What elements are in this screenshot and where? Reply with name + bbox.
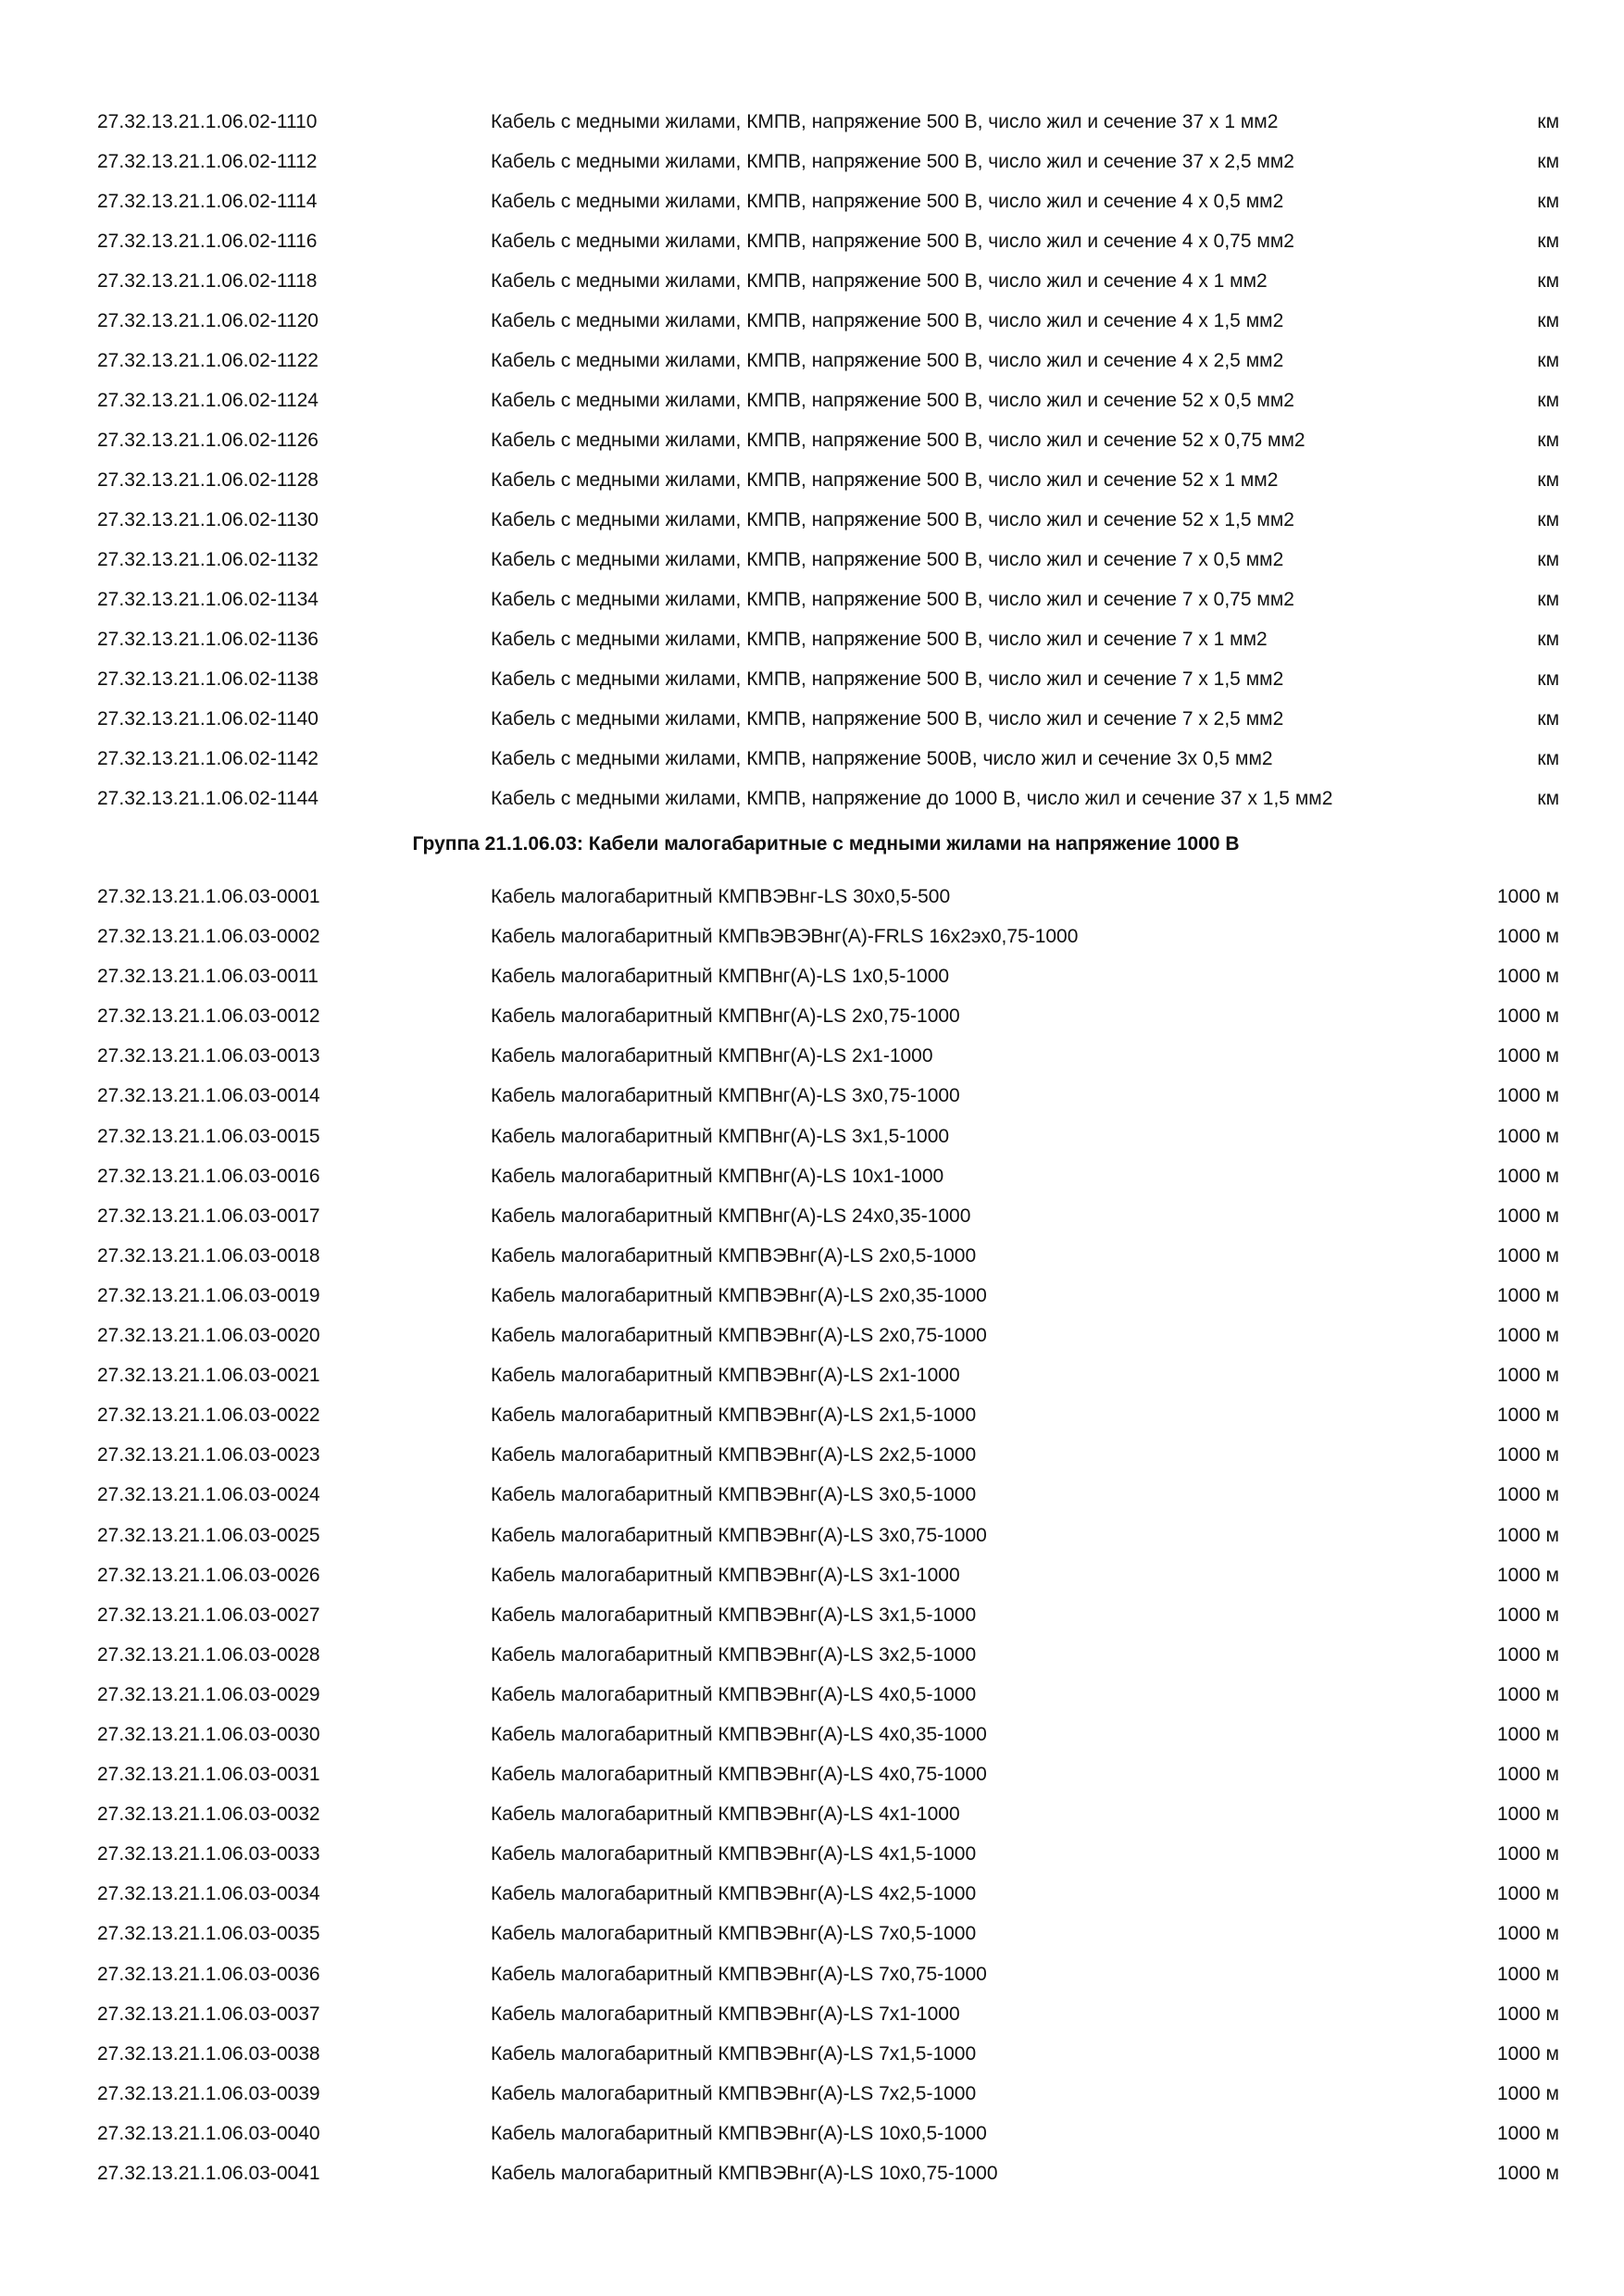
item-name: Кабель малогабаритный КМПВЭВнг(А)-LS 7х1-1000 [491,2003,960,2025]
item-unit: км [1537,390,1559,411]
table-row [0,659,1624,699]
item-code: 27.32.13.21.1.06.03-0039 [97,2082,320,2104]
item-unit: 1000 м [1497,1484,1559,1506]
item-name: Кабель малогабаритный КМПВЭВнг(А)-LS 10х0,75-1000 [491,2163,998,2184]
item-unit: 1000 м [1497,1085,1559,1107]
item-name: Кабель малогабаритный КМПВЭВнг(А)-LS 2х0,75-1000 [491,1325,987,1347]
table-row [0,1834,1624,1874]
item-unit: км [1537,589,1559,610]
group-heading-text: Группа 21.1.06.03: Кабели малогабаритные с медными жилами на напряжение 1000 В [412,833,1240,855]
item-code: 27.32.13.21.1.06.03-0014 [97,1085,320,1107]
item-unit: 1000 м [1497,1404,1559,1427]
item-code: 27.32.13.21.1.06.02-1136 [97,629,319,650]
table-row [0,540,1624,580]
item-code: 27.32.13.21.1.06.03-0012 [97,1005,320,1028]
table-row [0,1516,1624,1555]
item-name: Кабель малогабаритный КМПВЭВнг(А)-LS 3х0,75-1000 [491,1524,987,1546]
item-unit: 1000 м [1497,1365,1559,1387]
item-code: 27.32.13.21.1.06.03-0018 [97,1244,320,1267]
table-row [0,142,1624,181]
table-row [0,1794,1624,1834]
table-row [0,2114,1624,2153]
table-row [0,580,1624,619]
table-row [0,500,1624,540]
item-name: Кабель малогабаритный КМПВЭВнг(А)-LS 3х2,5-1000 [491,1643,977,1666]
table-row [0,1036,1624,1076]
table-row [0,1276,1624,1316]
item-name: Кабель малогабаритный КМПВнг(А)-LS 3х0,75-1000 [491,1085,960,1107]
item-name: Кабель малогабаритный КМПВЭВнг(А)-LS 7х2,5-1000 [491,2082,977,2104]
item-code: 27.32.13.21.1.06.02-1130 [97,509,319,530]
item-code: 27.32.13.21.1.06.03-0022 [97,1404,320,1427]
item-name: Кабель с медными жилами, КМПВ, напряжение 500 В, число жил и сечение 52 х 1,5 мм2 [491,509,1294,530]
table-row [0,1914,1624,1953]
item-code: 27.32.13.21.1.06.03-0030 [97,1723,320,1745]
table-row [0,261,1624,301]
table-row [0,2153,1624,2193]
item-code: 27.32.13.21.1.06.02-1134 [97,589,319,610]
item-code: 27.32.13.21.1.06.02-1124 [97,390,319,411]
item-unit: 1000 м [1497,1045,1559,1067]
item-code: 27.32.13.21.1.06.02-1114 [97,191,318,212]
table-row [0,181,1624,221]
item-code: 27.32.13.21.1.06.03-0041 [97,2163,320,2184]
item-code: 27.32.13.21.1.06.03-0040 [97,2122,320,2144]
item-name: Кабель малогабаритный КМПВЭВнг(А)-LS 2х0,35-1000 [491,1284,987,1306]
table-row [0,1715,1624,1754]
table-row [0,341,1624,381]
item-unit: 1000 м [1497,1284,1559,1306]
item-name: Кабель с медными жилами, КМПВ, напряжение 500 В, число жил и сечение 4 х 0,5 мм2 [491,191,1284,212]
item-name: Кабель малогабаритный КМПВЭВнг(А)-LS 3х1-1000 [491,1564,960,1586]
item-code: 27.32.13.21.1.06.03-0013 [97,1045,320,1067]
group-heading [0,818,1624,877]
item-code: 27.32.13.21.1.06.02-1144 [97,788,319,809]
item-code: 27.32.13.21.1.06.02-1128 [97,469,319,491]
item-unit: км [1537,509,1559,530]
item-unit: 1000 м [1497,2082,1559,2104]
table-row [0,1754,1624,1794]
table-row [0,1555,1624,1595]
item-unit: 1000 м [1497,1204,1559,1227]
item-name: Кабель малогабаритный КМПВЭВнг(А)-LS 7х0,5-1000 [491,1923,977,1945]
item-unit: км [1537,708,1559,730]
item-code: 27.32.13.21.1.06.03-0021 [97,1365,320,1387]
item-unit: 1000 м [1497,1603,1559,1626]
table-row [0,739,1624,779]
item-unit: 1000 м [1497,1643,1559,1666]
table-row [0,699,1624,739]
item-code: 27.32.13.21.1.06.03-0015 [97,1125,320,1147]
item-name: Кабель малогабаритный КМПВЭВнг(А)-LS 7х1,5-1000 [491,2042,977,2065]
item-code: 27.32.13.21.1.06.03-0027 [97,1603,320,1626]
item-unit: 1000 м [1497,1005,1559,1028]
table-row [0,1675,1624,1715]
item-unit: км [1537,629,1559,650]
item-name: Кабель малогабаритный КМПВЭВнг(А)-LS 2х2,5-1000 [491,1444,977,1466]
item-code: 27.32.13.21.1.06.03-0036 [97,1963,320,1985]
item-name: Кабель малогабаритный КМПВЭВнг(А)-LS 4х0,75-1000 [491,1764,987,1786]
item-unit: 1000 м [1497,2003,1559,2025]
item-code: 27.32.13.21.1.06.02-1138 [97,668,319,690]
item-code: 27.32.13.21.1.06.02-1116 [97,231,318,252]
item-unit: 1000 м [1497,966,1559,988]
item-name: Кабель малогабаритный КМПВЭВнг-LS 30х0,5-500 [491,886,951,907]
item-name: Кабель малогабаритный КМПВнг(А)-LS 10х1-1000 [491,1165,944,1187]
item-code: 27.32.13.21.1.06.03-0031 [97,1764,320,1786]
table-row [0,1117,1624,1156]
table-row [0,2034,1624,2074]
table-row [0,956,1624,996]
item-name: Кабель с медными жилами, КМПВ, напряжение 500 В, число жил и сечение 52 х 0,5 мм2 [491,390,1294,411]
item-code: 27.32.13.21.1.06.03-0020 [97,1325,320,1347]
item-code: 27.32.13.21.1.06.02-1110 [97,111,318,132]
item-code: 27.32.13.21.1.06.02-1112 [97,151,318,172]
table-row [0,2074,1624,2114]
item-code: 27.32.13.21.1.06.03-0038 [97,2042,320,2065]
item-name: Кабель с медными жилами, КМПВ, напряжение 500 В, число жил и сечение 7 х 0,75 мм2 [491,589,1294,610]
item-code: 27.32.13.21.1.06.02-1132 [97,549,319,570]
item-name: Кабель с медными жилами, КМПВ, напряжение 500 В, число жил и сечение 4 х 2,5 мм2 [491,350,1284,371]
table-row [0,1196,1624,1236]
item-code: 27.32.13.21.1.06.03-0029 [97,1683,320,1705]
item-unit: км [1537,310,1559,331]
table-row [0,102,1624,142]
table-row [0,221,1624,261]
item-code: 27.32.13.21.1.06.03-0019 [97,1284,320,1306]
item-name: Кабель с медными жилами, КМПВ, напряжение 500 В, число жил и сечение 37 х 2,5 мм2 [491,151,1294,172]
item-unit: 1000 м [1497,1883,1559,1905]
item-name: Кабель малогабаритный КМПВнг(А)-LS 1х0,5-1000 [491,966,950,988]
item-unit: 1000 м [1497,1165,1559,1187]
section-compact-cables [0,877,1624,2193]
table-row [0,1236,1624,1276]
item-name: Кабель малогабаритный КМПВЭВнг(А)-LS 4х1,5-1000 [491,1843,977,1866]
item-code: 27.32.13.21.1.06.03-0034 [97,1883,320,1905]
item-code: 27.32.13.21.1.06.02-1120 [97,310,319,331]
item-name: Кабель с медными жилами, КМПВ, напряжение 500 В, число жил и сечение 7 х 0,5 мм2 [491,549,1284,570]
item-unit: км [1537,748,1559,769]
item-unit: 1000 м [1497,1244,1559,1267]
item-name: Кабель малогабаритный КМПВЭВнг(А)-LS 3х0,5-1000 [491,1484,977,1506]
item-unit: 1000 м [1497,1723,1559,1745]
item-name: Кабель малогабаритный КМПВЭВнг(А)-LS 3х1,5-1000 [491,1603,977,1626]
item-unit: 1000 м [1497,926,1559,948]
item-name: Кабель малогабаритный КМПВЭВнг(А)-LS 2х1-1000 [491,1365,960,1387]
item-unit: 1000 м [1497,886,1559,907]
item-code: 27.32.13.21.1.06.03-0001 [97,886,320,907]
item-unit: км [1537,549,1559,570]
item-unit: 1000 м [1497,1923,1559,1945]
table-row [0,1156,1624,1196]
table-row [0,779,1624,818]
item-name: Кабель малогабаритный КМПВЭВнг(А)-LS 10х0,5-1000 [491,2122,987,2144]
item-unit: 1000 м [1497,2122,1559,2144]
item-code: 27.32.13.21.1.06.03-0026 [97,1564,320,1586]
table-row [0,1395,1624,1435]
item-unit: км [1537,469,1559,491]
table-row [0,619,1624,659]
table-row [0,877,1624,917]
table-row [0,460,1624,500]
item-code: 27.32.13.21.1.06.03-0035 [97,1923,320,1945]
table-row [0,301,1624,341]
item-code: 27.32.13.21.1.06.03-0002 [97,926,320,948]
item-code: 27.32.13.21.1.06.03-0023 [97,1444,320,1466]
table-row [0,996,1624,1036]
item-code: 27.32.13.21.1.06.02-1140 [97,708,319,730]
item-unit: 1000 м [1497,1444,1559,1466]
item-unit: 1000 м [1497,1764,1559,1786]
table-row [0,1635,1624,1675]
item-name: Кабель с медными жилами, КМПВ, напряжение 500 В, число жил и сечение 37 х 1 мм2 [491,111,1279,132]
item-unit: 1000 м [1497,1524,1559,1546]
item-name: Кабель с медными жилами, КМПВ, напряжение 500 В, число жил и сечение 52 х 0,75 мм2 [491,430,1305,451]
item-code: 27.32.13.21.1.06.03-0011 [97,966,319,988]
item-code: 27.32.13.21.1.06.02-1142 [97,748,319,769]
table-row [0,420,1624,460]
item-name: Кабель с медными жилами, КМПВ, напряжение 500 В, число жил и сечение 7 х 1 мм2 [491,629,1268,650]
table-row [0,1355,1624,1395]
item-code: 27.32.13.21.1.06.03-0032 [97,1803,320,1826]
table-row [0,1435,1624,1475]
item-name: Кабель с медными жилами, КМПВ, напряжение 500 В, число жил и сечение 4 х 0,75 мм2 [491,231,1294,252]
item-unit: 1000 м [1497,1325,1559,1347]
item-code: 27.32.13.21.1.06.03-0017 [97,1204,320,1227]
price-list-table [0,102,1624,2193]
item-code: 27.32.13.21.1.06.02-1126 [97,430,319,451]
table-row [0,1316,1624,1355]
item-unit: 1000 м [1497,1564,1559,1586]
item-code: 27.32.13.21.1.06.03-0016 [97,1165,320,1187]
item-name: Кабель с медными жилами, КМПВ, напряжение 500 В, число жил и сечение 7 х 2,5 мм2 [491,708,1284,730]
item-unit: 1000 м [1497,1125,1559,1147]
table-row [0,1874,1624,1914]
item-name: Кабель с медными жилами, КМПВ, напряжение 500 В, число жил и сечение 7 х 1,5 мм2 [491,668,1284,690]
item-name: Кабель малогабаритный КМПВнг(А)-LS 2х1-1000 [491,1045,933,1067]
item-unit: км [1537,191,1559,212]
item-name: Кабель малогабаритный КМПВЭВнг(А)-LS 4х2,5-1000 [491,1883,977,1905]
table-row [0,1595,1624,1635]
item-code: 27.32.13.21.1.06.03-0033 [97,1843,320,1866]
item-name: Кабель малогабаритный КМПВнг(А)-LS 3х1,5-1000 [491,1125,950,1147]
item-unit: 1000 м [1497,1963,1559,1985]
item-name: Кабель малогабаритный КМПВЭВнг(А)-LS 2х1,5-1000 [491,1404,977,1427]
item-code: 27.32.13.21.1.06.02-1122 [97,350,319,371]
table-row [0,1076,1624,1116]
item-name: Кабель с медными жилами, КМПВ, напряжение 500 В, число жил и сечение 4 х 1,5 мм2 [491,310,1284,331]
item-name: Кабель малогабаритный КМПВЭВнг(А)-LS 4х0,35-1000 [491,1723,987,1745]
table-row [0,1994,1624,2034]
item-code: 27.32.13.21.1.06.03-0028 [97,1643,320,1666]
item-name: Кабель малогабаритный КМПВЭВнг(А)-LS 4х1-1000 [491,1803,960,1826]
item-unit: км [1537,151,1559,172]
item-unit: км [1537,231,1559,252]
table-row [0,917,1624,956]
item-name: Кабель малогабаритный КМПвЭВЭВнг(А)-FRLS 16х2эх0,75-1000 [491,926,1079,948]
table-row [0,381,1624,420]
item-unit: 1000 м [1497,2163,1559,2184]
item-unit: км [1537,668,1559,690]
item-name: Кабель малогабаритный КМПВЭВнг(А)-LS 2х0,5-1000 [491,1244,977,1267]
item-name: Кабель с медными жилами, КМПВ, напряжение до 1000 В, число жил и сечение 37 х 1,5 мм2 [491,788,1333,809]
table-row [0,1954,1624,1994]
item-name: Кабель малогабаритный КМПВЭВнг(А)-LS 7х0,75-1000 [491,1963,987,1985]
item-code: 27.32.13.21.1.06.03-0025 [97,1524,320,1546]
item-code: 27.32.13.21.1.06.03-0024 [97,1484,320,1506]
item-name: Кабель с медными жилами, КМПВ, напряжение 500 В, число жил и сечение 52 х 1 мм2 [491,469,1279,491]
item-unit: км [1537,788,1559,809]
item-name: Кабель с медными жилами, КМПВ, напряжение 500 В, число жил и сечение 4 х 1 мм2 [491,270,1268,292]
item-unit: км [1537,270,1559,292]
item-unit: 1000 м [1497,1843,1559,1866]
item-name: Кабель малогабаритный КМПВнг(А)-LS 2х0,75-1000 [491,1005,960,1028]
item-unit: 1000 м [1497,1683,1559,1705]
item-name: Кабель с медными жилами, КМПВ, напряжение 500В, число жил и сечение 3х 0,5 мм2 [491,748,1273,769]
item-name: Кабель малогабаритный КМПВЭВнг(А)-LS 4х0,5-1000 [491,1683,977,1705]
item-unit: км [1537,430,1559,451]
item-code: 27.32.13.21.1.06.03-0037 [97,2003,320,2025]
section-kmpv-cables [0,102,1624,818]
item-unit: км [1537,350,1559,371]
item-code: 27.32.13.21.1.06.02-1118 [97,270,318,292]
table-row [0,1475,1624,1515]
item-name: Кабель малогабаритный КМПВнг(А)-LS 24х0,35-1000 [491,1204,971,1227]
item-unit: 1000 м [1497,2042,1559,2065]
item-unit: 1000 м [1497,1803,1559,1826]
item-unit: км [1537,111,1559,132]
